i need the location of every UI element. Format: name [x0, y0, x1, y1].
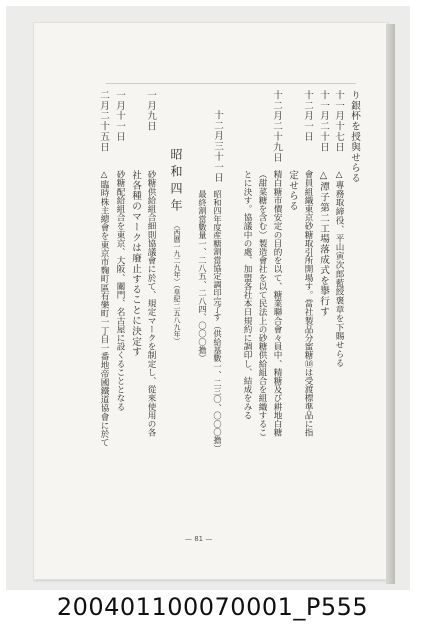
- entry-text: △臨時株主總會を東京市麴町區有樂町一丁目一番地帝國鐵道協會に於て: [99, 170, 109, 447]
- entry-text: 昭和四年度産糖割當協定調印完了す（供給基數一、二三〇、〇〇〇擔）: [213, 190, 223, 453]
- entry-text-continuation: とに決す。協議中の處、加盟各社本日規約に調印し、結成をみる: [242, 170, 252, 420]
- entry-date: 十二月二十九日: [271, 90, 282, 163]
- entry-date: 十二月一日: [302, 90, 313, 142]
- entry-date: 十二月三十一日: [212, 110, 223, 183]
- entry-text-continuation: 社各種のマークは廢止することに決定す: [130, 170, 141, 358]
- header-rule: [106, 83, 356, 84]
- entry-date: 一月十一日: [114, 90, 125, 142]
- entry-text: 精白糖市價安定の目的を以て、糖業聯合會々員中、精糖及び耕地白糖: [272, 170, 282, 437]
- entry-text: 會員組織東京砂糖取引所開場す。當社製品分蜜糖⑩は受渡標準品に指: [303, 170, 313, 437]
- page-number: — 81 —: [185, 535, 213, 543]
- era-year-note: （西暦一九二九年）（皇紀二五八九年）: [173, 222, 181, 345]
- entry-continuation-text: り銀杯を授與せらる: [349, 90, 360, 184]
- entry-text-continuation: 定せらる: [287, 170, 298, 212]
- scan-identifier: 200401100070001_P555: [56, 593, 369, 621]
- entry-date: 一月九日: [145, 90, 156, 132]
- entry-date: 十一月十七日: [333, 90, 344, 153]
- entry-text-continuation: 最終割當數量一、二八五、二八四、〇〇〇擔）: [198, 190, 208, 363]
- entry-date: 十一月二十日: [318, 90, 329, 153]
- entry-text: △專務取締役、平山寅次郎藍綬褒章を下賜せらる: [334, 170, 344, 368]
- binder-edge: [386, 24, 395, 584]
- entry-date: 二月二十五日: [98, 90, 109, 153]
- entry-text: 砂糖配給組合を東京、大阪、關門、名古屋に設くることとなる: [115, 170, 125, 411]
- entry-text-continuation: （甜菜糖を含む）製造會社を以て民法上の砂糖供給組合を組織するこ: [257, 170, 267, 437]
- era-year-heading: 昭和四年: [169, 148, 183, 216]
- entry-text: △潭子第二工場落成式を擧行す: [318, 170, 329, 317]
- entry-text: 砂糖供給組合細則協議會に於て、規定マークを制定し、從來使用の各: [146, 170, 156, 437]
